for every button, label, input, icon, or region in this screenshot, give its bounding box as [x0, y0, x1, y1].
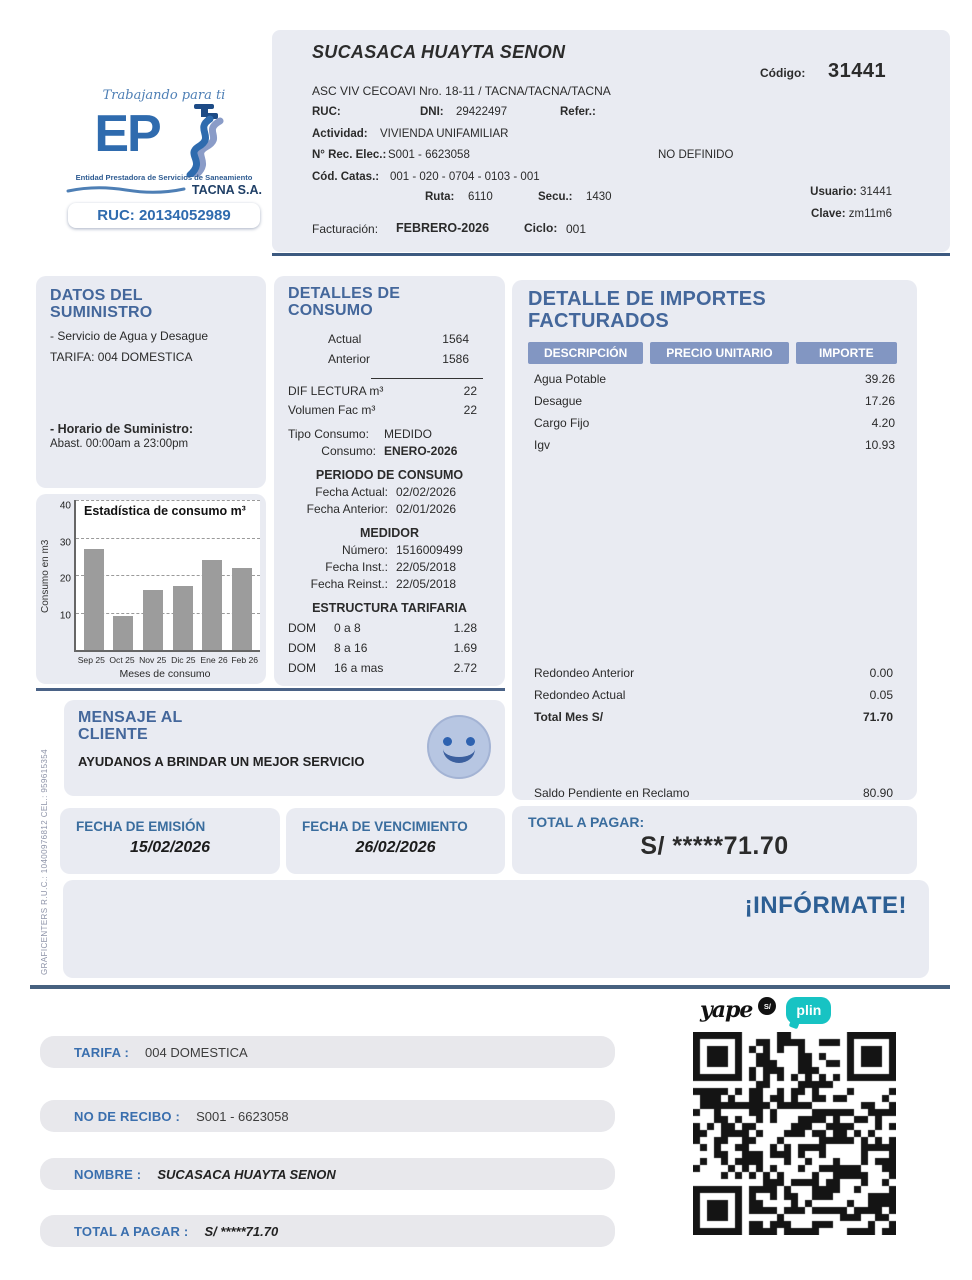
x-tick-dic25: Dic 25 — [171, 655, 196, 665]
row-importe: 39.26 — [864, 372, 895, 386]
y-tick-40: 40 — [59, 500, 71, 512]
bar-nov-25 — [143, 590, 163, 650]
printer-credit: GRAFICENTERS R.U.C.: 10400976812 CEL.: 959615354 — [40, 749, 49, 975]
codigo-value: 31441 — [828, 60, 887, 82]
chart-y-axis-label: Consumo en m3 — [40, 539, 51, 613]
logo-brand — [60, 103, 268, 177]
footer-label: TARIFA : — [74, 1044, 130, 1060]
cod-catas-value: 001 - 020 - 0704 - 0103 - 001 — [390, 171, 540, 183]
periodo-title: PERIODO DE CONSUMO — [315, 467, 464, 482]
y-tick-20: 20 — [59, 573, 71, 585]
bar-dic-25 — [173, 586, 193, 650]
payment-logos — [700, 993, 831, 1027]
dni-label: DNI: — [420, 106, 444, 118]
row-label: Redondeo Actual — [534, 688, 626, 702]
row-label: Total Mes S/ — [534, 710, 604, 724]
ciclo-value: 001 — [566, 222, 587, 236]
tarifa-rango: 8 a 16 — [334, 640, 368, 655]
fecha-emision-panel — [60, 808, 280, 874]
customer-name: SUCASACA HUAYTA SENON — [312, 42, 566, 62]
lectura-divider — [371, 378, 483, 379]
footer-row-recibo — [40, 1100, 615, 1132]
estructura-title: ESTRUCTURA TARIFARIA — [312, 600, 467, 615]
anterior-value: 1586 — [442, 351, 469, 366]
clave-label: Clave: — [811, 208, 846, 220]
medidor-title: MEDIDOR — [359, 525, 420, 540]
col-importe: IMPORTE — [796, 342, 897, 364]
logo-company-name: TACNA S.A. — [191, 183, 262, 197]
tarifa-text: TARIFA: 004 DOMESTICA — [50, 349, 193, 364]
fecha-actual-label: Fecha Actual: — [315, 484, 388, 499]
tarifa-precio: 1.28 — [453, 620, 477, 635]
chart-y-ticks — [53, 500, 74, 652]
chart-x-axis-label: Meses de consumo — [119, 668, 211, 680]
medidor-numero-label: Número: — [341, 542, 388, 557]
row-importe: 17.26 — [864, 394, 895, 408]
ruta-value: 6110 — [468, 191, 493, 203]
saldo-row — [528, 786, 895, 800]
chart-body — [40, 500, 260, 652]
ruta-label: Ruta: — [425, 191, 455, 203]
mensaje-cliente-panel — [64, 700, 505, 796]
logo-tagline: Trabajando para ti — [102, 88, 226, 103]
tarifa-row — [288, 641, 491, 655]
tarifa-rango: 16 a mas — [334, 660, 384, 675]
dni-value: 29422497 — [456, 106, 508, 118]
clave-value: zm11m6 — [848, 208, 892, 220]
footer-label: NOMBRE : — [74, 1166, 142, 1182]
fecha-anterior-value: 02/01/2026 — [396, 501, 457, 516]
row-value: 80.90 — [862, 786, 893, 800]
col-precio-unitario: PRECIO UNITARIO — [650, 342, 788, 364]
fecha-inst-value: 22/05/2018 — [396, 559, 457, 574]
fecha-vencimiento-panel — [286, 808, 505, 874]
row-importe: 4.20 — [871, 416, 895, 430]
chart-bars — [76, 500, 260, 650]
datos-title: DATOS DEL SUMINISTRO — [50, 287, 153, 321]
dif-value: 22 — [463, 383, 477, 398]
footer-value: SUCASACA HUAYTA SENON — [157, 1166, 336, 1182]
consumo-title: DETALLES DE CONSUMO — [288, 285, 401, 319]
row-label: Cargo Fijo — [534, 416, 590, 430]
x-tick-oct25: Oct 25 — [109, 655, 135, 665]
yape-badge-icon: S/ — [758, 997, 776, 1015]
usuario-row — [810, 186, 892, 198]
facturacion-label: Facturación: — [312, 222, 379, 236]
servicio-text: - Servicio de Agua y Desague — [50, 328, 209, 343]
datos-suministro-panel — [36, 276, 266, 488]
no-definido-text: NO DEFINIDO — [658, 149, 734, 161]
ciclo-label: Ciclo: — [524, 221, 558, 235]
importes-rows — [528, 372, 897, 452]
importes-title: DETALLE DE IMPORTES FACTURADOS — [528, 288, 766, 332]
fecha-reinst-value: 22/05/2018 — [396, 576, 457, 591]
footer-value: S/ *****71.70 — [204, 1223, 279, 1239]
tarifa-row — [288, 621, 491, 635]
chart-x-ticks — [40, 655, 260, 665]
vencimiento-date: 26/02/2026 — [355, 839, 436, 856]
smiley-face-icon — [427, 715, 491, 779]
bar-ene-26 — [202, 560, 222, 650]
row-value: 0.00 — [869, 666, 893, 680]
ruc-label: RUC: — [312, 106, 341, 118]
plin-logo: plin — [786, 997, 831, 1024]
consumo-value: ENERO-2026 — [384, 443, 458, 458]
row-label: Desague — [534, 394, 583, 408]
water-tap-river-icon — [160, 103, 234, 177]
row-label: Agua Potable — [534, 372, 607, 386]
qr-code — [693, 1032, 896, 1235]
clave-row — [811, 208, 892, 220]
smiley-mouth — [443, 735, 475, 763]
detalles-consumo-panel — [274, 276, 505, 686]
x-tick-nov25: Nov 25 — [139, 655, 167, 665]
x-tick-feb26: Feb 26 — [231, 655, 259, 665]
bar-sep-25 — [84, 549, 104, 650]
fecha-actual-value: 02/02/2026 — [396, 484, 457, 499]
redondeo-actual-row — [528, 688, 895, 702]
importes-summary — [528, 658, 895, 724]
actual-label: Actual — [328, 331, 362, 346]
medidor-numero-value: 1516009499 — [396, 542, 463, 557]
total-a-pagar-label: TOTAL A PAGAR: — [528, 814, 645, 830]
x-tick-ene26: Ene 26 — [200, 655, 228, 665]
fecha-anterior-label: Fecha Anterior: — [306, 501, 388, 516]
informate-panel — [63, 880, 929, 978]
actual-value: 1564 — [442, 331, 469, 346]
facturacion-value: FEBRERO-2026 — [396, 221, 490, 235]
company-ruc-badge: RUC: 20134052989 — [68, 203, 260, 228]
header-panel — [272, 30, 950, 252]
emision-date: 15/02/2026 — [129, 839, 211, 856]
footer-label: TOTAL A PAGAR : — [74, 1223, 189, 1239]
tipo-consumo-value: MEDIDO — [384, 426, 432, 441]
row-value: 0.05 — [869, 688, 893, 702]
mensaje-text: AYUDANOS A BRINDAR UN MEJOR SERVICIO — [78, 753, 365, 769]
actividad-value: VIVIENDA UNIFAMILIAR — [380, 128, 509, 140]
consumption-chart-panel — [36, 494, 266, 684]
consumo-label: Consumo: — [321, 443, 376, 458]
logo-company-row — [60, 182, 268, 197]
header-divider — [272, 253, 950, 256]
customer-address: ASC VIV CECOAVI Nro. 18-11 / TACNA/TACNA/TACNA — [312, 84, 611, 98]
footer-value: 004 DOMESTICA — [145, 1044, 248, 1060]
table-row — [528, 438, 897, 452]
bar-oct-25 — [113, 616, 133, 650]
logo-subtitle: Entidad Prestadora de Servicios de Saneamiento — [75, 173, 253, 182]
fecha-inst-label: Fecha Inst.: — [325, 559, 388, 574]
total-a-pagar-panel — [512, 806, 917, 874]
usuario-label: Usuario: — [810, 186, 857, 198]
chart-title: Estadística de consumo m³ — [84, 504, 246, 518]
total-mes-row — [528, 710, 895, 724]
tarifa-cat: DOM — [288, 660, 316, 675]
footer-row-total — [40, 1215, 615, 1247]
company-logo — [60, 88, 268, 228]
x-tick-sep25: Sep 25 — [77, 655, 105, 665]
chart-plot-area — [74, 500, 260, 652]
y-tick-30: 30 — [59, 537, 71, 549]
footer-value: S001 - 6623058 — [196, 1108, 289, 1124]
actividad-label: Actividad: — [312, 128, 368, 140]
total-a-pagar-amount: S/ *****71.70 — [640, 832, 789, 860]
tarifa-precio: 2.72 — [453, 660, 477, 675]
mensaje-title: MENSAJE AL CLIENTE — [78, 709, 183, 743]
row-value: 71.70 — [862, 710, 893, 724]
row-label: Saldo Pendiente en Reclamo — [534, 786, 690, 800]
row-importe: 10.93 — [864, 438, 895, 452]
horario-label: - Horario de Suministro: — [50, 421, 194, 436]
volumen-label: Volumen Fac m³ — [288, 402, 376, 417]
footer-label: NO DE RECIBO : — [74, 1108, 181, 1124]
vencimiento-label: FECHA DE VENCIMIENTO — [302, 819, 468, 834]
saldo-pendiente-row — [528, 778, 895, 800]
secu-value: 1430 — [586, 191, 612, 203]
yape-logo: yape — [700, 997, 753, 1023]
tarifa-precio: 1.69 — [453, 640, 477, 655]
usuario-value: 31441 — [860, 186, 892, 198]
table-row — [528, 394, 897, 408]
wave-icon — [66, 185, 186, 195]
bar-feb-26 — [232, 568, 252, 651]
footer-row-nombre — [40, 1158, 615, 1190]
columns-divider — [36, 688, 505, 691]
table-row — [528, 372, 897, 386]
importes-column-headers — [528, 342, 897, 364]
horario-value: Abast. 00:00am a 23:00pm — [50, 437, 189, 450]
tarifa-cat: DOM — [288, 620, 316, 635]
tarifa-rango: 0 a 8 — [334, 620, 361, 635]
informate-text: ¡INFÓRMATE! — [744, 892, 907, 919]
lecturas — [288, 332, 491, 366]
fecha-reinst-label: Fecha Reinst.: — [310, 576, 388, 591]
redondeo-anterior-row — [528, 666, 895, 680]
refer-label: Refer.: — [560, 106, 596, 118]
tipo-consumo-label: Tipo Consumo: — [288, 426, 369, 441]
cod-catas-label: Cód. Catas.: — [312, 171, 380, 183]
tarifa-row — [288, 661, 491, 675]
rec-elec-value: S001 - 6623058 — [388, 149, 470, 161]
col-descripcion: DESCRIPCIÓN — [528, 342, 643, 364]
footer-divider — [30, 985, 950, 989]
dif-label: DIF LECTURA m³ — [288, 383, 384, 398]
table-row — [528, 416, 897, 430]
emision-label: FECHA DE EMISIÓN — [76, 819, 206, 834]
importes-facturados-panel — [512, 280, 917, 800]
volumen-value: 22 — [463, 402, 477, 417]
rec-elec-label: N° Rec. Elec.: — [312, 149, 387, 161]
codigo-label: Código: — [760, 66, 806, 80]
footer-row-tarifa — [40, 1036, 615, 1068]
row-label: Redondeo Anterior — [534, 666, 635, 680]
logo-ep-text: EP — [94, 105, 160, 163]
y-tick-10: 10 — [59, 610, 71, 622]
row-label: Igv — [534, 438, 551, 452]
tarifa-cat: DOM — [288, 640, 316, 655]
anterior-label: Anterior — [328, 351, 371, 366]
secu-label: Secu.: — [538, 191, 573, 203]
